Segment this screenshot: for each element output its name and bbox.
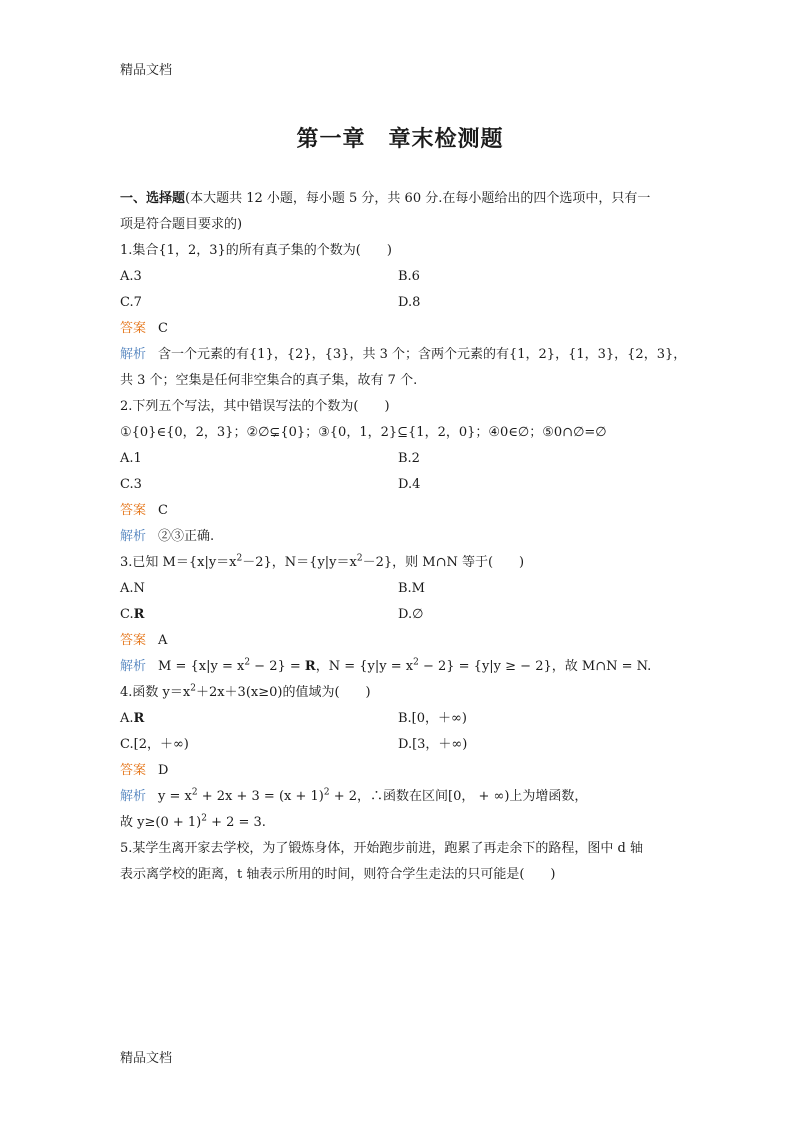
q4-stem-exponent: 2	[190, 683, 196, 694]
q2-analysis-text: ②③正确.	[158, 529, 215, 544]
q4-analysis-exponent-1: 2	[191, 787, 198, 798]
q1-answer-value: C	[158, 321, 168, 336]
q3-analysis-part-1: M = {x|y = x	[158, 659, 245, 674]
q2-option-c: C.3	[120, 477, 142, 492]
q2-stem: 2.下列五个写法，其中错误写法的个数为( )	[120, 399, 390, 414]
q1-answer	[120, 316, 680, 342]
q3-analysis-part-2: − 2} =	[250, 659, 305, 674]
q4-options-row-2	[120, 732, 680, 758]
q3-answer	[120, 628, 680, 654]
q2-option-d: D.4	[398, 477, 421, 492]
q1-analysis-text-1: 含一个元素的有{1}，{2}，{3}，共 3 个；含两个元素的有{1，2}，{1，3}，{2，3}，	[158, 347, 687, 362]
q3-stem	[120, 550, 680, 576]
q5-stem-line-2: 表示离学校的距离，t 轴表示所用的时间，则符合学生走法的只可能是( )	[120, 867, 556, 882]
q4-option-d: D.[3，＋∞)	[398, 737, 468, 752]
q4-stem	[120, 680, 680, 706]
q3-option-c-symbol: R	[133, 607, 145, 622]
q4-analysis-part-3: + 2，∴函数在区间[0， + ∞)上为增函数，	[329, 789, 588, 804]
q2-option-b: B.2	[398, 451, 420, 466]
q4-analysis-part-2: + 2x + 3 = (x + 1)	[197, 789, 324, 804]
page-footer: 精品文档	[120, 1051, 173, 1066]
q1-option-a: A.3	[120, 269, 142, 284]
q2-options-row-2	[120, 472, 680, 498]
q2-answer	[120, 498, 680, 524]
q3-stem-exponent-2: 2	[356, 553, 363, 564]
q3-stem-exponent-1: 2	[236, 553, 243, 564]
q3-option-c	[120, 602, 398, 628]
q4-analysis-part-5: + 2 = 3.	[206, 815, 266, 830]
q3-stem-part-2: －2}，N＝{y|y＝x	[242, 555, 357, 570]
section-intro-text-1: (本大题共 12 小题，每小题 5 分，共 60 分.在每小题给出的四个选项中，只有一	[185, 191, 651, 206]
section-intro-text-2: 项是符合题目要求的)	[120, 217, 243, 232]
q1-option-b: B.6	[398, 269, 420, 284]
analysis-label: 解析	[120, 347, 147, 362]
q4-option-c: C.[2，＋∞)	[120, 737, 189, 752]
question-content	[120, 186, 687, 888]
q3-stem-part-3: －2}，则 M∩N 等于( )	[362, 555, 525, 570]
q1-analysis-text-2: 共 3 个；空集是任何非空集合的真子集，故有 7 个.	[120, 373, 418, 388]
q4-answer-value: D	[158, 763, 169, 778]
q4-option-a-prefix: A.	[120, 711, 134, 726]
q1-stem: 1.集合{1，2，3}的所有真子集的个数为( )	[120, 243, 392, 258]
analysis-label: 解析	[120, 789, 147, 804]
q3-options-row-2	[120, 602, 680, 628]
q4-answer	[120, 758, 680, 784]
q1-option-d: D.8	[398, 295, 421, 310]
q3-analysis-part-4: − 2} = {y|y ≥ − 2}，故 M∩N = N.	[418, 659, 652, 674]
section-intro	[120, 186, 680, 212]
q5-stem-line-1: 5.某学生离开家去学校，为了锻炼身体，开始跑步前进，跑累了再走余下的路程，图中 d 轴	[120, 841, 643, 856]
q3-analysis	[120, 654, 680, 680]
page-title: 第一章 章末检测题	[296, 126, 504, 152]
page-header: 精品文档	[120, 63, 173, 78]
q4-analysis-part-1: y = x	[158, 789, 192, 804]
answer-label: 答案	[120, 763, 147, 778]
analysis-label: 解析	[120, 529, 147, 544]
q4-analysis-line-2	[120, 810, 680, 836]
q4-analysis	[120, 784, 680, 810]
q4-stem-part-2: ＋2x＋3(x≥0)的值域为( )	[195, 685, 371, 700]
analysis-label: 解析	[120, 659, 147, 674]
q4-stem-part-1: 4.函数 y＝x	[120, 685, 191, 700]
q2-answer-value: C	[158, 503, 168, 518]
q1-options-row-1	[120, 264, 680, 290]
q4-option-a-symbol: R	[133, 711, 145, 726]
q1-options-row-2	[120, 290, 680, 316]
q1-analysis	[120, 342, 687, 368]
section-heading: 一、选择题	[120, 191, 186, 206]
q3-analysis-symbol: R	[304, 659, 316, 674]
q4-analysis-exponent-3: 2	[201, 813, 207, 824]
q4-analysis-part-4: 故 y≥(0 + 1)	[120, 815, 202, 830]
q4-option-b: B.[0，＋∞)	[398, 711, 467, 726]
q4-option-a	[120, 706, 398, 732]
q3-option-a: A.N	[120, 581, 145, 596]
q2-option-a: A.1	[120, 451, 142, 466]
q4-analysis-exponent-2: 2	[323, 787, 330, 798]
q3-analysis-part-3: ，N = {y|y = x	[315, 659, 414, 674]
q3-stem-part-1: 3.已知 M＝{x|y＝x	[120, 555, 237, 570]
answer-label: 答案	[120, 321, 147, 336]
q4-options-row-1	[120, 706, 680, 732]
q3-analysis-exponent-2: 2	[413, 657, 419, 668]
q3-answer-value: A	[158, 633, 168, 648]
q2-items: ①{0}∈{0，2，3}；②∅⊊{0}；③{0，1，2}⊆{1，2，0}；④0∈∅；⑤0∩∅=∅	[120, 425, 607, 440]
q1-option-c: C.7	[120, 295, 142, 310]
q2-analysis	[120, 524, 680, 550]
q3-analysis-exponent-1: 2	[244, 657, 251, 668]
answer-label: 答案	[120, 503, 147, 518]
answer-label: 答案	[120, 633, 147, 648]
q2-options-row-1	[120, 446, 680, 472]
q3-option-d: D.∅	[398, 607, 424, 622]
q3-option-c-prefix: C.	[120, 607, 134, 622]
q3-options-row-1	[120, 576, 680, 602]
q3-option-b: B.M	[398, 581, 425, 596]
